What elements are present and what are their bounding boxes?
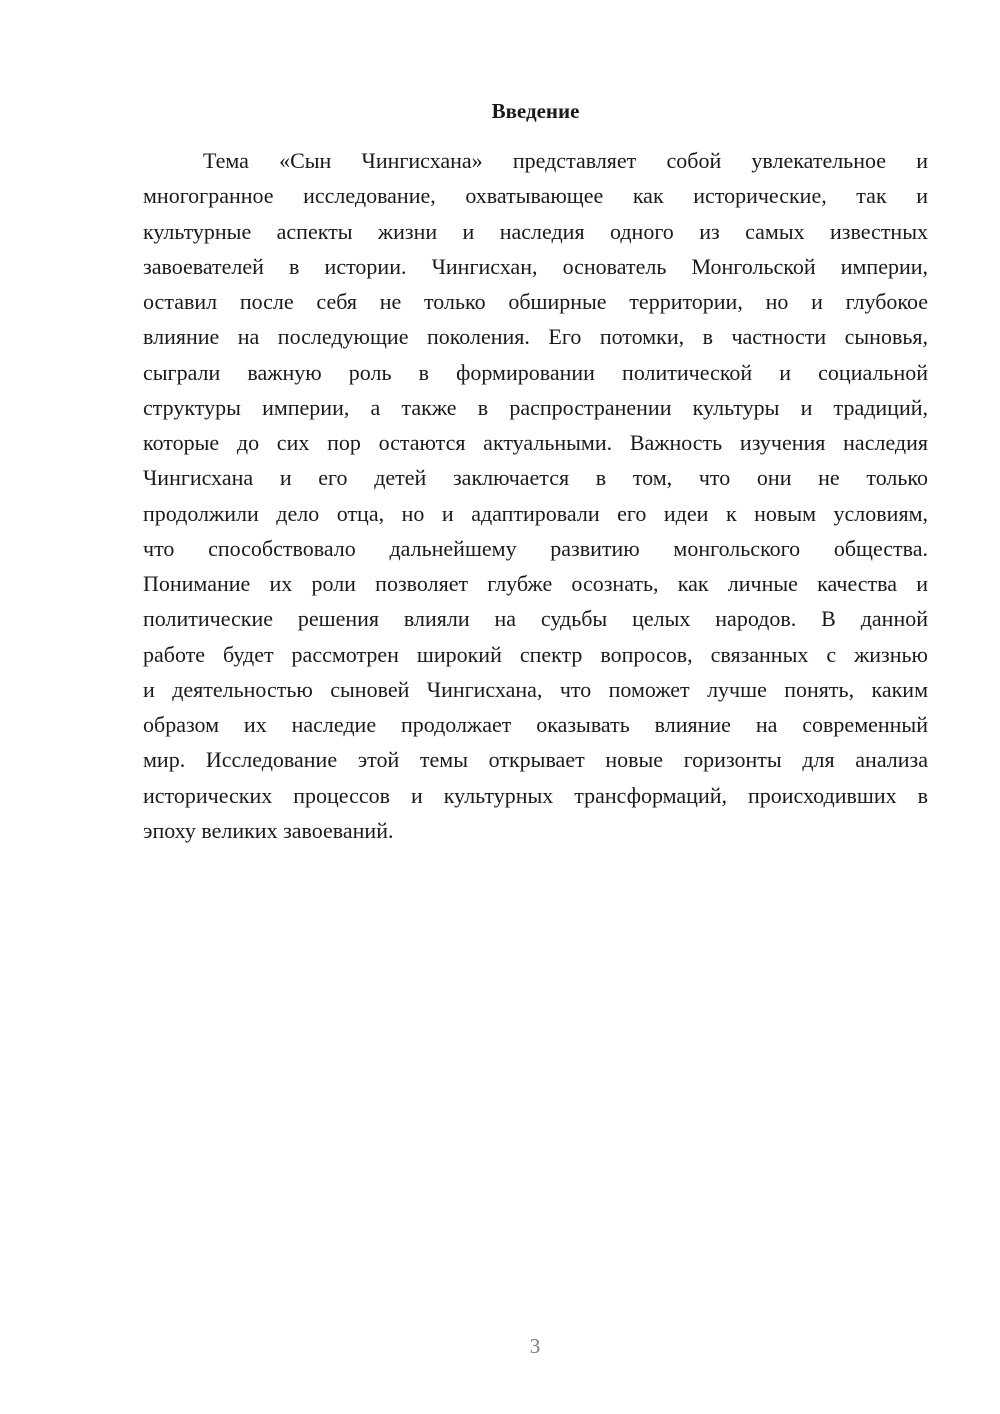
paragraph-line: Понимание их роли позволяет глубже осознать, как личные качества и bbox=[143, 571, 928, 596]
paragraph-line: что способствовало дальнейшему развитию монгольского общества. bbox=[143, 535, 928, 561]
paragraph-line: которые до сих пор остаются актуальными. Важность изучения наследия bbox=[143, 430, 928, 455]
page-number: 3 bbox=[529, 1334, 541, 1358]
paragraph-line: сыграли важную роль в формировании политической и социальной bbox=[143, 359, 928, 385]
paragraph-line: исторических процессов и культурных трансформаций, происходивших в bbox=[143, 782, 928, 808]
paragraph-line: многогранное исследование, охватывающее как исторические, так и bbox=[143, 183, 928, 209]
paragraph-line: оставил после себя не только обширные территории, но и глубокое bbox=[143, 289, 928, 314]
paragraph-line: завоевателей в истории. Чингисхан, основатель Монгольской империи, bbox=[143, 253, 928, 279]
paragraph-line: работе будет рассмотрен широкий спектр вопросов, связанных с жизнью bbox=[143, 641, 928, 667]
paragraph-line: продолжили дело отца, но и адаптировали его идеи к новым условиям, bbox=[143, 500, 928, 526]
paragraph-line: структуры империи, а также в распространении культуры и традиций, bbox=[143, 394, 928, 420]
paragraph-line: и деятельностью сыновей Чингисхана, что поможет лучше понять, каким bbox=[143, 676, 928, 702]
paragraph-line: влияние на последующие поколения. Его потомки, в частности сыновья, bbox=[143, 324, 928, 350]
body-paragraph bbox=[143, 143, 928, 848]
paragraph-line: Чингисхана и его детей заключается в том, что они не только bbox=[143, 465, 928, 491]
paragraph-line: политические решения влияли на судьбы целых народов. В данной bbox=[143, 606, 928, 632]
paragraph-line: культурные аспекты жизни и наследия одного из самых известных bbox=[143, 218, 928, 244]
paragraph-line: эпоху великих завоеваний. bbox=[143, 817, 394, 843]
paragraph-line: мир. Исследование этой темы открывает новые горизонты для анализа bbox=[143, 747, 928, 773]
section-heading: Введение bbox=[491, 99, 580, 123]
paragraph-line: образом их наследие продолжает оказывать влияние на современный bbox=[143, 712, 928, 737]
paragraph-line: Тема «Сын Чингисхана» представляет собой увлекательное и bbox=[203, 148, 928, 173]
